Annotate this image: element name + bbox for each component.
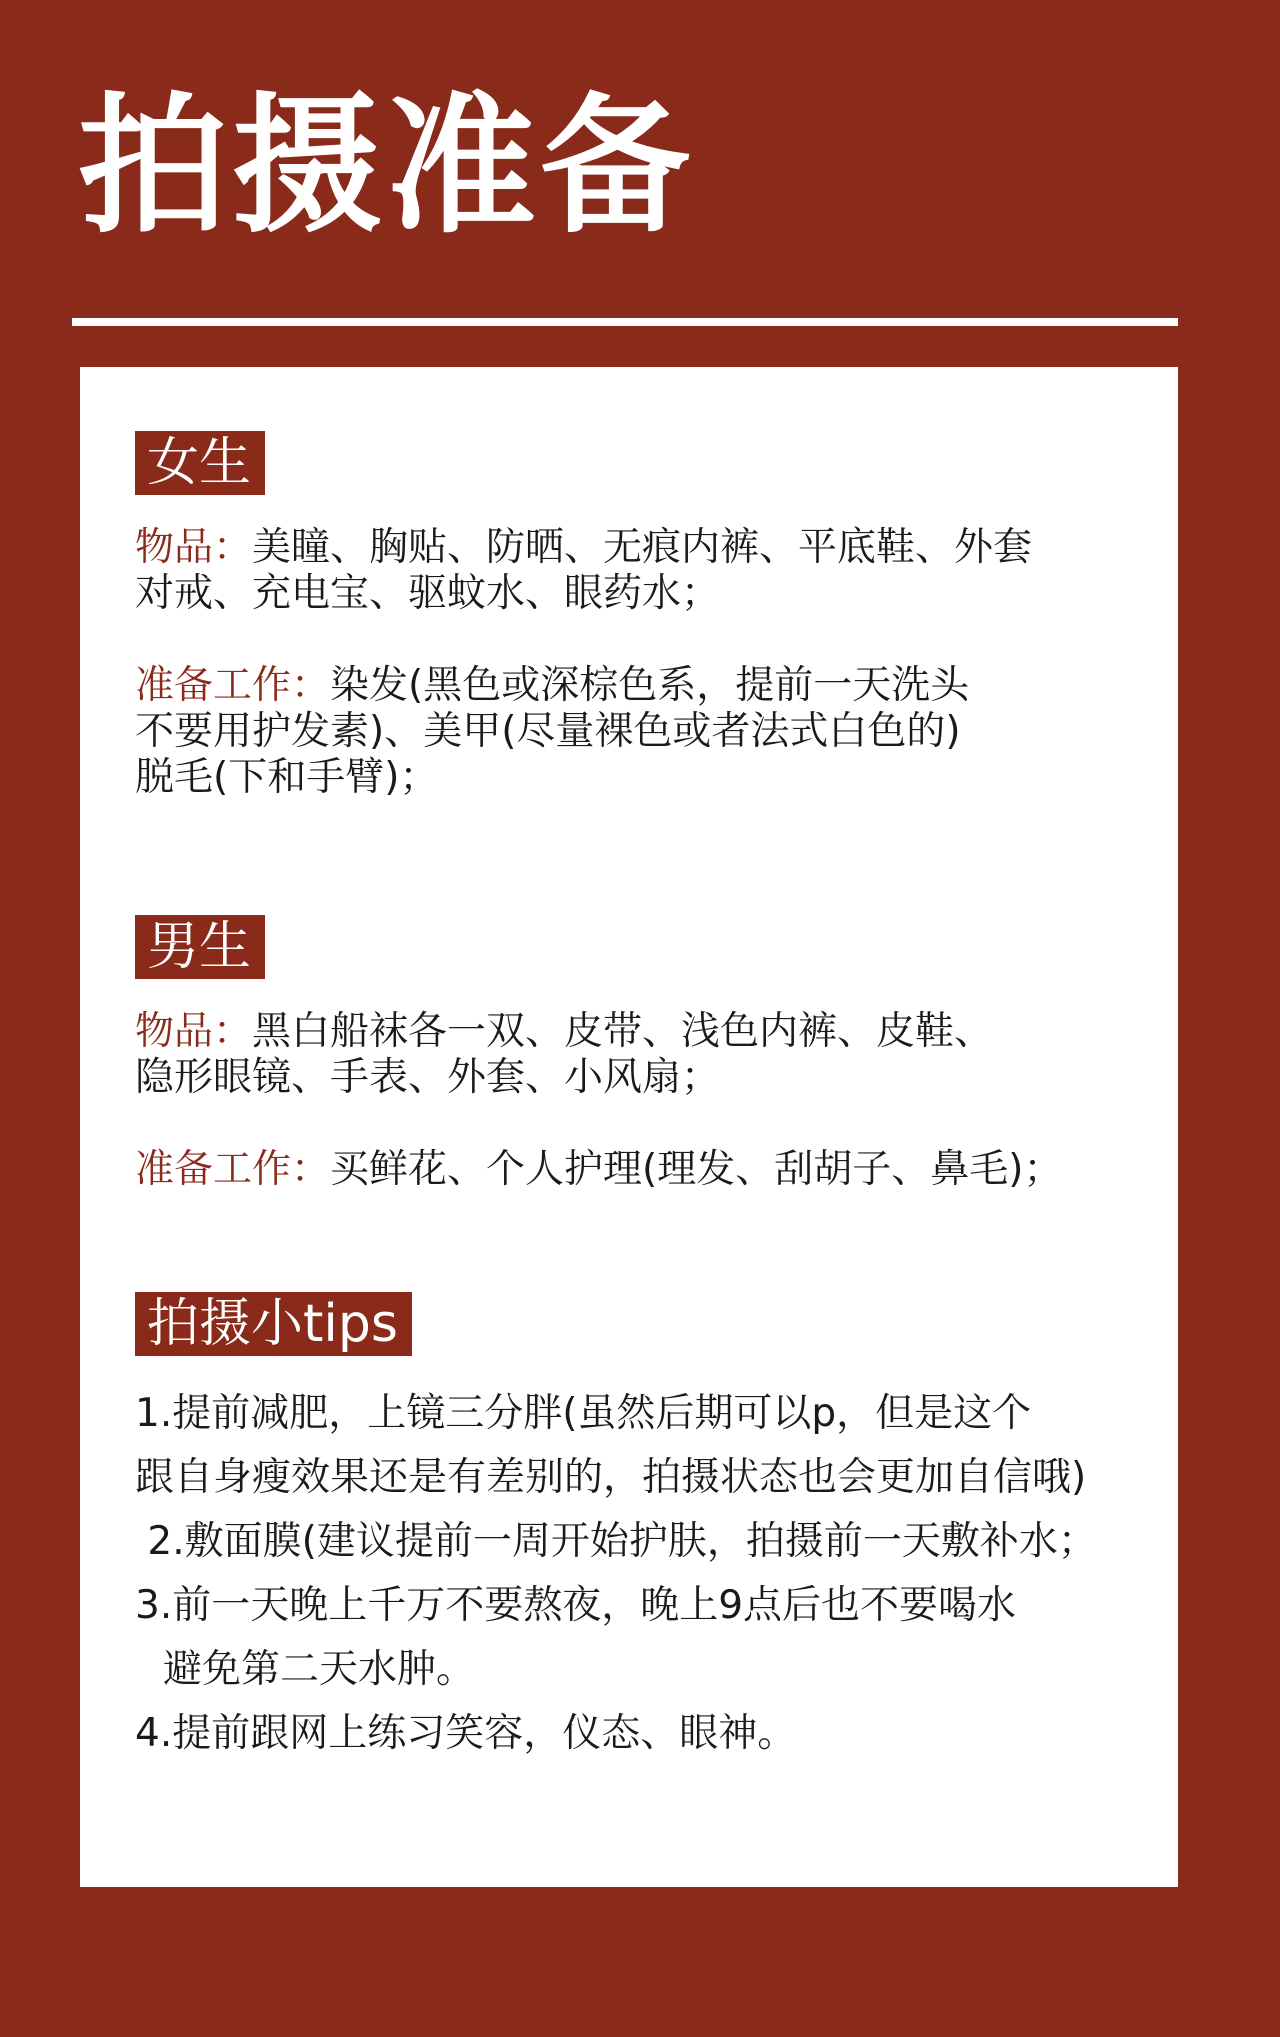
page-title: 拍摄准备: [78, 80, 695, 254]
male-tag: 男生: [135, 915, 265, 979]
female-section: [135, 431, 1155, 801]
content-card: [80, 367, 1178, 1887]
female-items-line-2: 对戒、充电宝、驱蚊水、眼药水；: [135, 571, 721, 616]
male-prep-line-1: 买鲜花、个人护理(理发、刮胡子、鼻毛)；: [330, 1147, 1063, 1192]
female-items-label: 物品：: [135, 525, 253, 570]
tips-line: 1.提前减肥，上镜三分胖(虽然后期可以p，但是这个: [135, 1391, 1032, 1436]
female-prep-line-1: 染发(黑色或深棕色系，提前一天洗头: [330, 663, 970, 708]
female-prep-line-3: 脱毛(下和手臂)；: [135, 755, 439, 800]
male-section: [135, 915, 1155, 1193]
male-items-label: 物品：: [135, 1009, 253, 1054]
tips-line: 避免第二天水肿。: [163, 1647, 476, 1692]
male-items-line-1: 黑白船袜各一双、皮带、浅色内裤、皮鞋、: [252, 1009, 994, 1054]
male-prep-label: 准备工作：: [135, 1147, 331, 1192]
male-items-line-2: 隐形眼镜、手表、外套、小风扇；: [135, 1055, 721, 1100]
male-items: [135, 1009, 1155, 1101]
female-items: [135, 525, 1155, 617]
title-divider: [72, 318, 1178, 326]
tips-tag: 拍摄小tips: [135, 1292, 412, 1356]
male-prep: [135, 1147, 1155, 1193]
tips-section: [135, 1292, 1155, 1766]
tips-line: 2.敷面膜(建议提前一周开始护肤，拍摄前一天敷补水；: [135, 1519, 1097, 1564]
female-prep-label: 准备工作：: [135, 663, 331, 708]
tips-line: 3.前一天晚上千万不要熬夜，晚上9点后也不要喝水: [135, 1583, 1017, 1628]
tips-list: [135, 1382, 1155, 1766]
tips-line: 4.提前跟网上练习笑容，仪态、眼神。: [135, 1711, 797, 1756]
female-prep-line-2: 不要用护发素)、美甲(尽量裸色或者法式白色的): [135, 709, 961, 754]
female-tag: 女生: [135, 431, 265, 495]
female-prep: [135, 663, 1155, 801]
female-items-line-1: 美瞳、胸贴、防晒、无痕内裤、平底鞋、外套: [252, 525, 1033, 570]
tips-line: 跟自身瘦效果还是有差别的，拍摄状态也会更加自信哦): [135, 1455, 1087, 1500]
